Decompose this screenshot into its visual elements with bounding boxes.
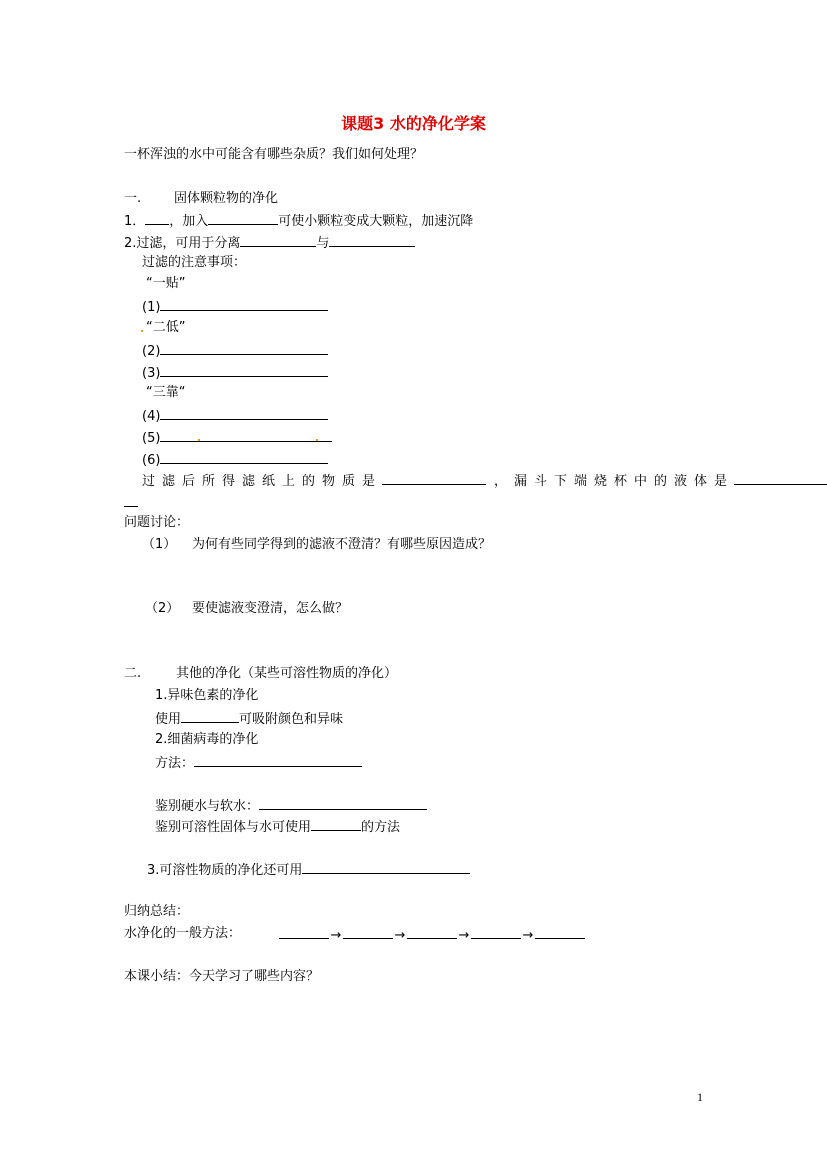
speck-mark xyxy=(141,330,143,332)
item1-line xyxy=(124,212,473,230)
note-2-num: (2) xyxy=(142,344,161,359)
item1-post: 可使小颗粒变成大颗粒，加速沉降 xyxy=(278,214,474,229)
section1-heading: 固体颗粒物的净化 xyxy=(174,191,279,206)
note-1-num: (1) xyxy=(142,300,161,315)
question-1: 为何有些同学得到的滤液不澄清？有哪些原因造成？ xyxy=(192,537,492,552)
odor-purification: 1.异味色素的净化 xyxy=(155,688,259,703)
note-6-blank[interactable] xyxy=(160,451,328,464)
method-blank[interactable] xyxy=(194,754,362,767)
general-method-chain xyxy=(279,926,585,944)
item2-prefix: 2.过滤，可用于分离 xyxy=(124,236,241,251)
note-4-blank[interactable] xyxy=(160,407,328,420)
item1-blank-a[interactable] xyxy=(145,212,169,225)
note-3-num: (3) xyxy=(142,366,161,381)
page-title: 课题3 水的净化学案 xyxy=(341,114,486,133)
note-4 xyxy=(142,407,328,425)
page-number: 1 xyxy=(697,1090,703,1104)
general-method-label: 水净化的一般方法： xyxy=(124,926,242,941)
note-6-num: (6) xyxy=(142,453,161,468)
note-1-blank[interactable] xyxy=(160,298,328,311)
note-3 xyxy=(142,364,328,382)
section1-number: 一. xyxy=(124,191,142,206)
note-5-blank[interactable] xyxy=(160,429,332,442)
adsorb-blank[interactable] xyxy=(181,710,239,723)
method-label: 方法： xyxy=(155,756,195,771)
adsorb-post: 可吸附颜色和异味 xyxy=(239,712,344,727)
question-2-number: （2） xyxy=(145,601,180,616)
note-5-num: (5) xyxy=(142,431,161,446)
adsorb-prefix: 使用 xyxy=(155,712,182,727)
item2-mid: 与 xyxy=(316,236,330,251)
note-5 xyxy=(142,429,332,447)
item2-line xyxy=(124,234,415,252)
arrow-right-icon: → xyxy=(330,928,342,943)
filter-paper-text: 过滤后所得滤纸上的物质是 xyxy=(142,474,383,489)
section2-number: 二. xyxy=(124,666,142,681)
soluble-purification-blank[interactable] xyxy=(302,861,470,874)
hard-soft-blank[interactable] xyxy=(259,797,427,810)
erdi-label: “二低” xyxy=(146,320,186,335)
speck-mark xyxy=(316,439,318,441)
arrow-right-icon: → xyxy=(394,928,406,943)
soluble-blank[interactable] xyxy=(311,818,361,831)
method-step-blank[interactable] xyxy=(471,926,521,939)
note-6 xyxy=(142,451,328,469)
method-step-blank[interactable] xyxy=(535,926,585,939)
yitie-label: “一贴” xyxy=(146,276,186,291)
sankao-label: “三靠“ xyxy=(146,385,186,400)
intro-question: 一杯浑浊的水中可能含有哪些杂质？我们如何处理？ xyxy=(124,147,424,162)
adsorb-line xyxy=(155,710,343,728)
soluble-post: 的方法 xyxy=(361,820,401,835)
hard-soft-line xyxy=(155,797,427,815)
bacteria-purification: 2.细菌病毒的净化 xyxy=(155,732,259,747)
filter-notes-heading: 过滤的注意事项： xyxy=(142,255,247,270)
question-1-number: （1） xyxy=(142,537,177,552)
soluble-prefix: 鉴别可溶性固体与水可使用 xyxy=(155,820,312,835)
lesson-summary: 本课小结：今天学习了哪些内容？ xyxy=(124,969,320,984)
note-1 xyxy=(142,298,328,316)
filter-result-line xyxy=(142,472,827,490)
method-step-blank[interactable] xyxy=(343,926,393,939)
item1-prefix: 1． xyxy=(124,214,146,229)
soluble-purification-line xyxy=(147,861,470,879)
note-4-num: (4) xyxy=(142,409,161,424)
arrow-right-icon: → xyxy=(458,928,470,943)
item1-blank-b[interactable] xyxy=(208,212,278,225)
filter-liquid-blank[interactable] xyxy=(734,472,827,485)
discussion-heading: 问题讨论： xyxy=(124,515,190,530)
section2-heading: 其他的净化（某些可溶性物质的净化） xyxy=(176,666,398,681)
note-2 xyxy=(142,342,328,360)
speck-mark xyxy=(198,439,200,441)
method-line xyxy=(155,754,362,772)
filter-liquid-text: ，漏斗下端烧杯中的液体是 xyxy=(494,474,735,489)
method-step-blank[interactable] xyxy=(279,926,329,939)
note-2-blank[interactable] xyxy=(160,342,328,355)
question-2: 要使滤液变澄清，怎么做？ xyxy=(192,601,349,616)
soluble-purification-label: 3.可溶性物质的净化还可用 xyxy=(147,863,303,878)
item2-blank-a[interactable] xyxy=(240,234,316,247)
method-step-blank[interactable] xyxy=(407,926,457,939)
item2-blank-b[interactable] xyxy=(329,234,415,247)
summary-heading: 归纳总结： xyxy=(124,904,190,919)
filter-paper-blank[interactable] xyxy=(382,472,486,485)
item1-mid: ，加入 xyxy=(169,214,209,229)
soluble-line xyxy=(155,818,400,836)
filter-liquid-blank-continued[interactable] xyxy=(124,494,138,507)
hard-soft-label: 鉴别硬水与软水： xyxy=(155,799,260,814)
arrow-right-icon: → xyxy=(522,928,534,943)
note-3-blank[interactable] xyxy=(160,364,328,377)
